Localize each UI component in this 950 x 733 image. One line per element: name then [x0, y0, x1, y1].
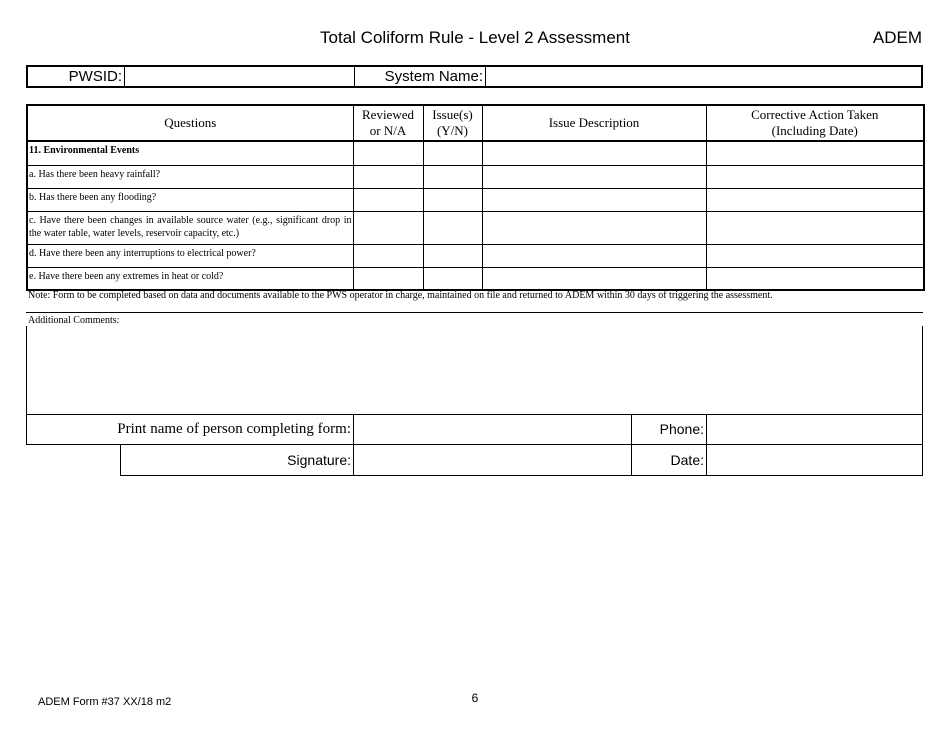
comments-divider [26, 312, 923, 313]
system-name-label: System Name: [354, 67, 486, 86]
description-cell[interactable] [482, 267, 706, 290]
note-text: Note: Form to be completed based on data and documents available to the PWS operator in charge, maintained on file and returned to ADEM within 30 days of triggering the assessment. [28, 290, 773, 301]
description-cell[interactable] [482, 188, 706, 211]
description-cell[interactable] [482, 165, 706, 188]
col-reviewed: Reviewed or N/A [353, 105, 423, 141]
action-cell[interactable] [706, 267, 924, 290]
table-row [27, 211, 924, 244]
description-cell[interactable] [482, 211, 706, 244]
issue-cell[interactable] [423, 211, 482, 244]
table-row [27, 165, 924, 188]
signature-label: Signature: [121, 445, 354, 475]
reviewed-cell[interactable] [353, 165, 423, 188]
date-field[interactable] [707, 445, 922, 475]
section-title: 11. Environmental Events [27, 141, 353, 165]
description-cell[interactable] [482, 244, 706, 267]
col-corrective-action: Corrective Action Taken (Including Date) [706, 105, 924, 141]
action-cell[interactable] [706, 211, 924, 244]
questions-table [26, 104, 925, 291]
system-name-field[interactable] [483, 67, 921, 86]
table-row [27, 267, 924, 290]
org-label: ADEM [872, 28, 922, 47]
form-id: ADEM Form #37 XX/18 m2 [38, 696, 172, 708]
page-number: 6 [471, 691, 479, 705]
header-bar [26, 65, 923, 88]
phone-field[interactable] [707, 415, 922, 444]
comments-label: Additional Comments: [28, 315, 120, 326]
reviewed-cell[interactable] [353, 244, 423, 267]
reviewed-cell[interactable] [353, 141, 423, 165]
action-cell[interactable] [706, 244, 924, 267]
question-text: c. Have there been changes in available source water (e.g., significant drop in the water table, water levels, reservoir capacity, etc.) [27, 211, 353, 244]
table-header-row [27, 105, 924, 141]
print-name-label: Print name of person completing form: [27, 415, 354, 444]
table-row [27, 244, 924, 267]
description-cell[interactable] [482, 141, 706, 165]
date-label: Date: [632, 445, 707, 475]
question-text: e. Have there been any extremes in heat or cold? [27, 267, 353, 290]
col-issue-description: Issue Description [482, 105, 706, 141]
reviewed-cell[interactable] [353, 267, 423, 290]
issue-cell[interactable] [423, 165, 482, 188]
print-name-row [26, 414, 923, 445]
action-cell[interactable] [706, 141, 924, 165]
print-name-field[interactable] [354, 415, 632, 444]
pwsid-label: PWSID: [28, 67, 125, 86]
issue-cell[interactable] [423, 188, 482, 211]
issue-cell[interactable] [423, 141, 482, 165]
action-cell[interactable] [706, 165, 924, 188]
action-cell[interactable] [706, 188, 924, 211]
page-title: Total Coliform Rule - Level 2 Assessment [320, 28, 630, 47]
reviewed-cell[interactable] [353, 211, 423, 244]
issue-cell[interactable] [423, 267, 482, 290]
signature-field[interactable] [354, 445, 632, 475]
table-row [27, 188, 924, 211]
pwsid-field[interactable] [122, 67, 355, 86]
section-row [27, 141, 924, 165]
question-text: d. Have there been any interruptions to electrical power? [27, 244, 353, 267]
question-text: b. Has there been any flooding? [27, 188, 353, 211]
reviewed-cell[interactable] [353, 188, 423, 211]
question-text: a. Has there been heavy rainfall? [27, 165, 353, 188]
signature-row [120, 444, 923, 476]
issue-cell[interactable] [423, 244, 482, 267]
comments-field[interactable] [26, 326, 923, 415]
phone-label: Phone: [632, 415, 707, 444]
col-questions: Questions [27, 105, 353, 141]
col-issues: Issue(s) (Y/N) [423, 105, 482, 141]
